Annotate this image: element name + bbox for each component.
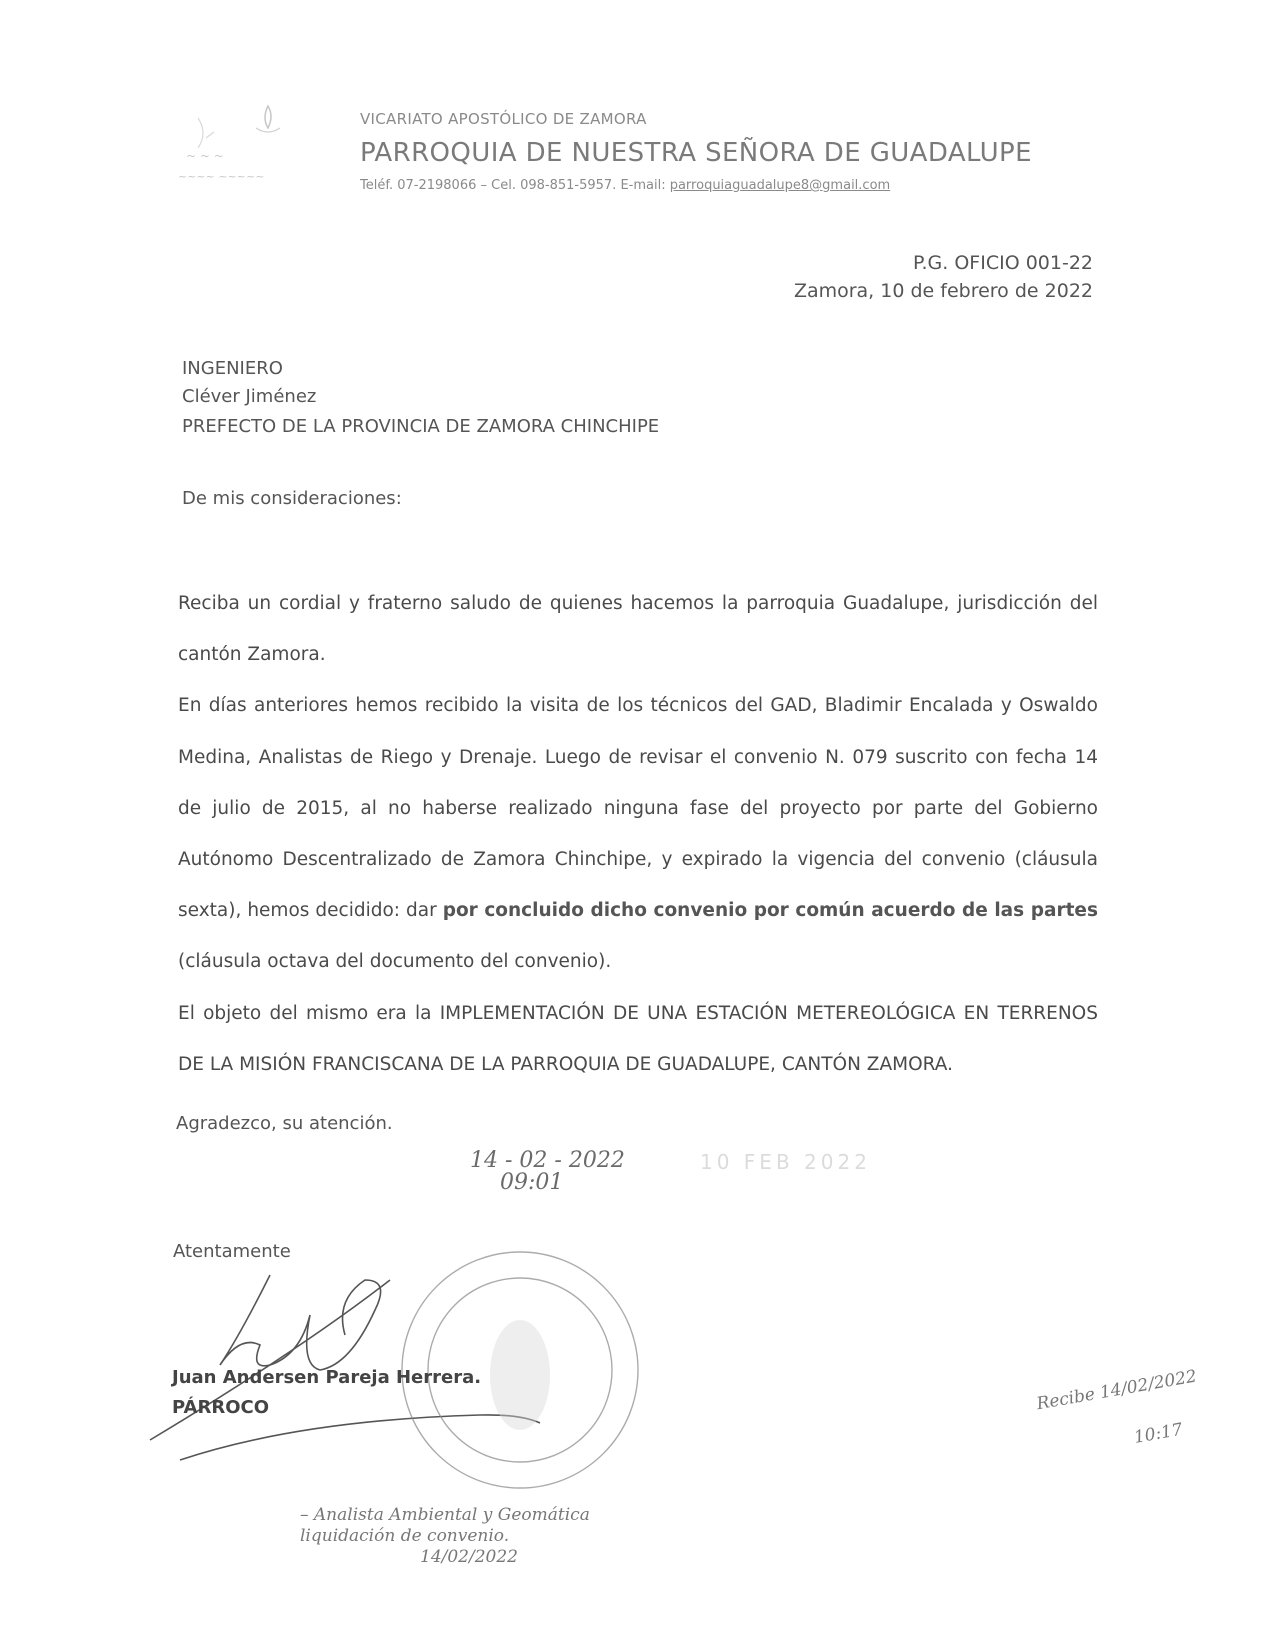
contact-email: parroquiaguadalupe8@gmail.com [669,178,891,193]
paragraph-2-end: (cláusula octava del documento del convenio). [178,951,612,973]
paragraph-2-emphasis: por concluido dicho convenio por común acuerdo de las partes [442,900,1098,922]
parish-contact [360,178,890,193]
received-note-handwritten [1035,1366,1207,1463]
paragraph-2 [178,680,1098,987]
letter-body [178,578,1098,1090]
place-date: Zamora, 10 de febrero de 2022 [793,280,1093,302]
received-date: 14 - 02 - 2022 [470,1148,625,1173]
contact-phones: Teléf. 07-2198066 – Cel. 098-851-5957. E-mail: [360,178,670,193]
closing-regards: Atentamente [173,1241,291,1262]
vicariate-name: VICARIATO APOSTÓLICO DE ZAMORA [360,110,647,128]
note-line-3: 14/02/2022 [420,1547,518,1567]
note-line-2: liquidación de convenio. [300,1526,510,1546]
svg-text:~ ~ ~: ~ ~ ~ [186,149,224,163]
note-line-1: – Analista Ambiental y Geomática [300,1505,590,1525]
reception-stamp-faint [700,1130,1030,1410]
received-time: 09:01 [500,1170,564,1195]
paragraph-3: El objeto del mismo era la IMPLEMENTACIÓN DE UNA ESTACIÓN METEREOLÓGICA EN TERRENOS DE LA MISIÓN FRANCISCANA DE LA PARROQUIA DE GUADALUPE, CANTÓN ZAMORA. [178,1002,1098,1075]
greeting: De mis consideraciones: [182,488,402,509]
paragraph-1: Reciba un cordial y fraterno saludo de quienes hacemos la parroquia Guadalupe, jurisdicción del cantón Zamora. [178,593,1098,666]
closing-thanks: Agradezco, su atención. [176,1113,393,1134]
addressee-name: Cléver Jiménez [182,386,317,407]
addressee-title: INGENIERO [182,358,283,379]
recibe-time: 10:17 [1132,1419,1185,1448]
received-date-handwritten [470,1150,625,1194]
parish-logo [178,98,338,190]
recibe-text: Recibe 14/02/2022 [1035,1366,1199,1415]
signer-name: Juan Andersen Pareja Herrera. [172,1367,482,1388]
parish-name: PARROQUIA DE NUESTRA SEÑORA DE GUADALUPE [360,138,1032,168]
handwritten-note [300,1505,590,1568]
signer-role: PÁRROCO [172,1397,270,1418]
addressee-position: PREFECTO DE LA PROVINCIA DE ZAMORA CHINCHIPE [182,416,660,437]
office-number: P.G. OFICIO 001-22 [913,252,1093,274]
paragraph-2-text: En días anteriores hemos recibido la visita de los técnicos del GAD, Bladimir Encalada y Oswaldo Medina, Analistas de Riego y Drenaje. Luego de revisar el convenio N. 079 suscrito con fecha 14 de julio de 2015, al no haberse realizado ninguna fase del proyecto por parte del Gobierno Autónomo Descentralizado de Zamora Chinchipe, y expirado la vigencia del convenio (cláusula sexta), hemos decidido: dar [178,695,1098,922]
stamp-date: 10 FEB 2022 [700,1150,871,1174]
svg-text:~~~~ ~~~~~: ~~~~ ~~~~~ [178,170,265,183]
